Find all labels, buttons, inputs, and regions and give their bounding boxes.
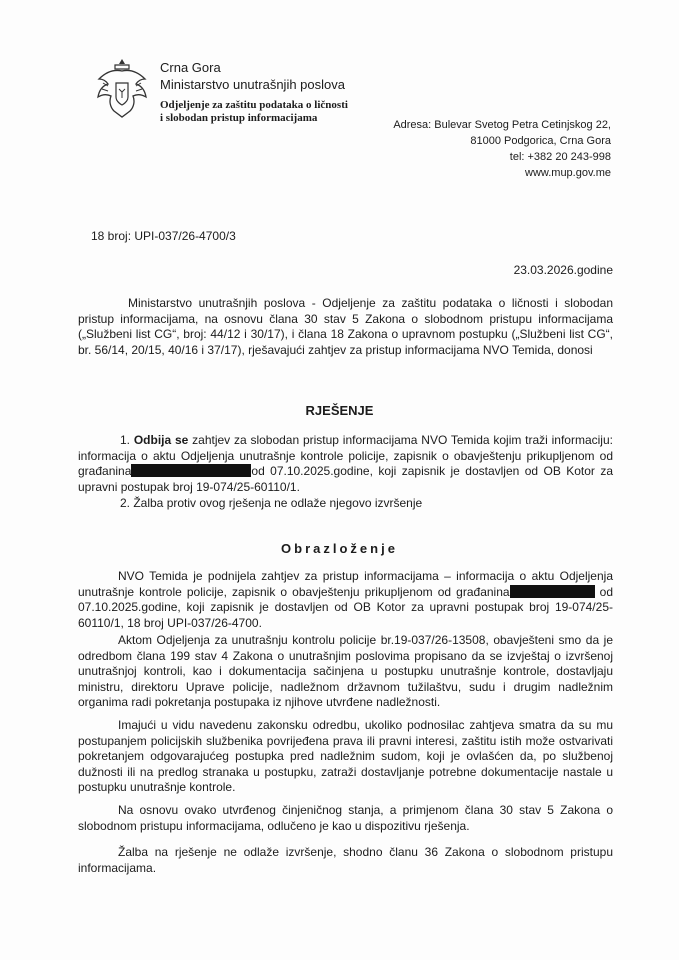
contact-block	[393, 117, 611, 181]
address: Adresa: Bulevar Svetog Petra Cetinjskog 22,	[393, 119, 611, 131]
reasoning-title: Obrazloženje	[281, 541, 398, 556]
reasoning-paragraph-5: Žalba na rješenje ne odlaže izvršenje, shodno članu 36 Zakona o slobodnom pristupu informacijama.	[78, 845, 613, 875]
decision-title: RJEŠENJE	[305, 403, 374, 418]
ministry-name: Ministarstvo unutrašnjih poslova	[160, 77, 345, 92]
reasoning-paragraph-1: NVO Temida je podnijela zahtjev za pristup informacijama – informacija o aktu Odjeljenja unutrašnje kontrole policije, zapisnik o obavještenju prikupljenom od građanina od 07.10.2025.godine, koji zapisnik je dostavljen od OB Kotor za upravni postupak broj 19-074/25-60110/1, 18 broj UPI-037/26-4700.	[78, 569, 614, 630]
redaction-bar	[510, 585, 595, 598]
reasoning-paragraph-2: Aktom Odjeljenja za unutrašnju kontrolu policije br.19-037/26-13508, obavješteni smo da je odredbom člana 199 stav 4 Zakona o unutrašnjim poslovima propisano da se izvještaj o izvršenoj unutrašnjoj kontroli, kao i dokumentacija sačinjena u postupku unutrašnje kontrole, dostavljaju ministru, direktoru Uprave policije, nadležnom državnom tužilaštvu, sudu i drugim nadležnim organima radi pokretanja postupaka iz njihove utvrđene nadležnosti.	[78, 633, 613, 709]
coat-of-arms-icon	[93, 55, 151, 121]
reasoning-paragraph-4: Na osnovu ovako utvrđenog činjeničnog stanja, a primjenom člana 30 stav 5 Zakona o slobodnom pristupu informacijama, odlučeno je kao u dispozitivu rješenja.	[78, 803, 613, 833]
document-date: 23.03.2026.godine	[513, 263, 613, 277]
redaction-bar	[131, 464, 251, 477]
reasoning-paragraph-3: Imajući u vidu navedenu zakonsku odredbu, ukoliko podnosilac zahtjeva smatra da su mu postupanjem policijskih službenika povrijeđena prava ili pravni interesi, zaštitu istih može ostvarivati pokretanjem odgovarajućeg postupka pred nadležnim sudom, koji je ovlašćen da, po službenoj dužnosti ili na predlog stranaka u postupku, zatraži dostavljanje potrebne dokumentacije nastale u postupku unutrašnje kontrole.	[78, 718, 613, 794]
country-name: Crna Gora	[160, 60, 221, 75]
website: www.mup.gov.me	[525, 167, 611, 179]
city: 81000 Podgorica, Crna Gora	[470, 135, 611, 147]
reference-number: 18 broj: UPI-037/26-4700/3	[91, 229, 236, 243]
department-name: Odjeljenje za zaštitu podataka o ličnosti i slobodan pristup informacijama	[160, 99, 348, 124]
decision-item-1: 1. Odbija se zahtjev za slobodan pristup informacijama NVO Temida kojim traži informaciju: informacija o aktu Odjeljenja unutrašnje kontrole policije, zapisnik o obavještenju prikupljenom od građanina od 07.10.2025.godine, koji zapisnik je dostavljen od OB Kotor za upravni postupak broj 19-074/25-60110/1.	[78, 433, 613, 494]
intro-paragraph: Ministarstvo unutrašnjih poslova - Odjeljenje za zaštitu podataka o ličnosti i slobodan pristup informacijama, na osnovu člana 30 stav 5 Zakona o slobodnom pristupu informacijama („Službeni list CG“, broj: 44/12 i 30/17), i člana 18 Zakona o upravnom postupku („Službeni list CG“, br. 56/14, 20/15, 40/16 i 37/17), rješavajući zahtjev za pristup informacijama NVO Temida, donosi	[78, 296, 613, 357]
decision-item-2: 2. Žalba protiv ovog rješenja ne odlaže njegovo izvršenje	[120, 496, 423, 510]
phone: tel: +382 20 243-998	[509, 151, 611, 163]
